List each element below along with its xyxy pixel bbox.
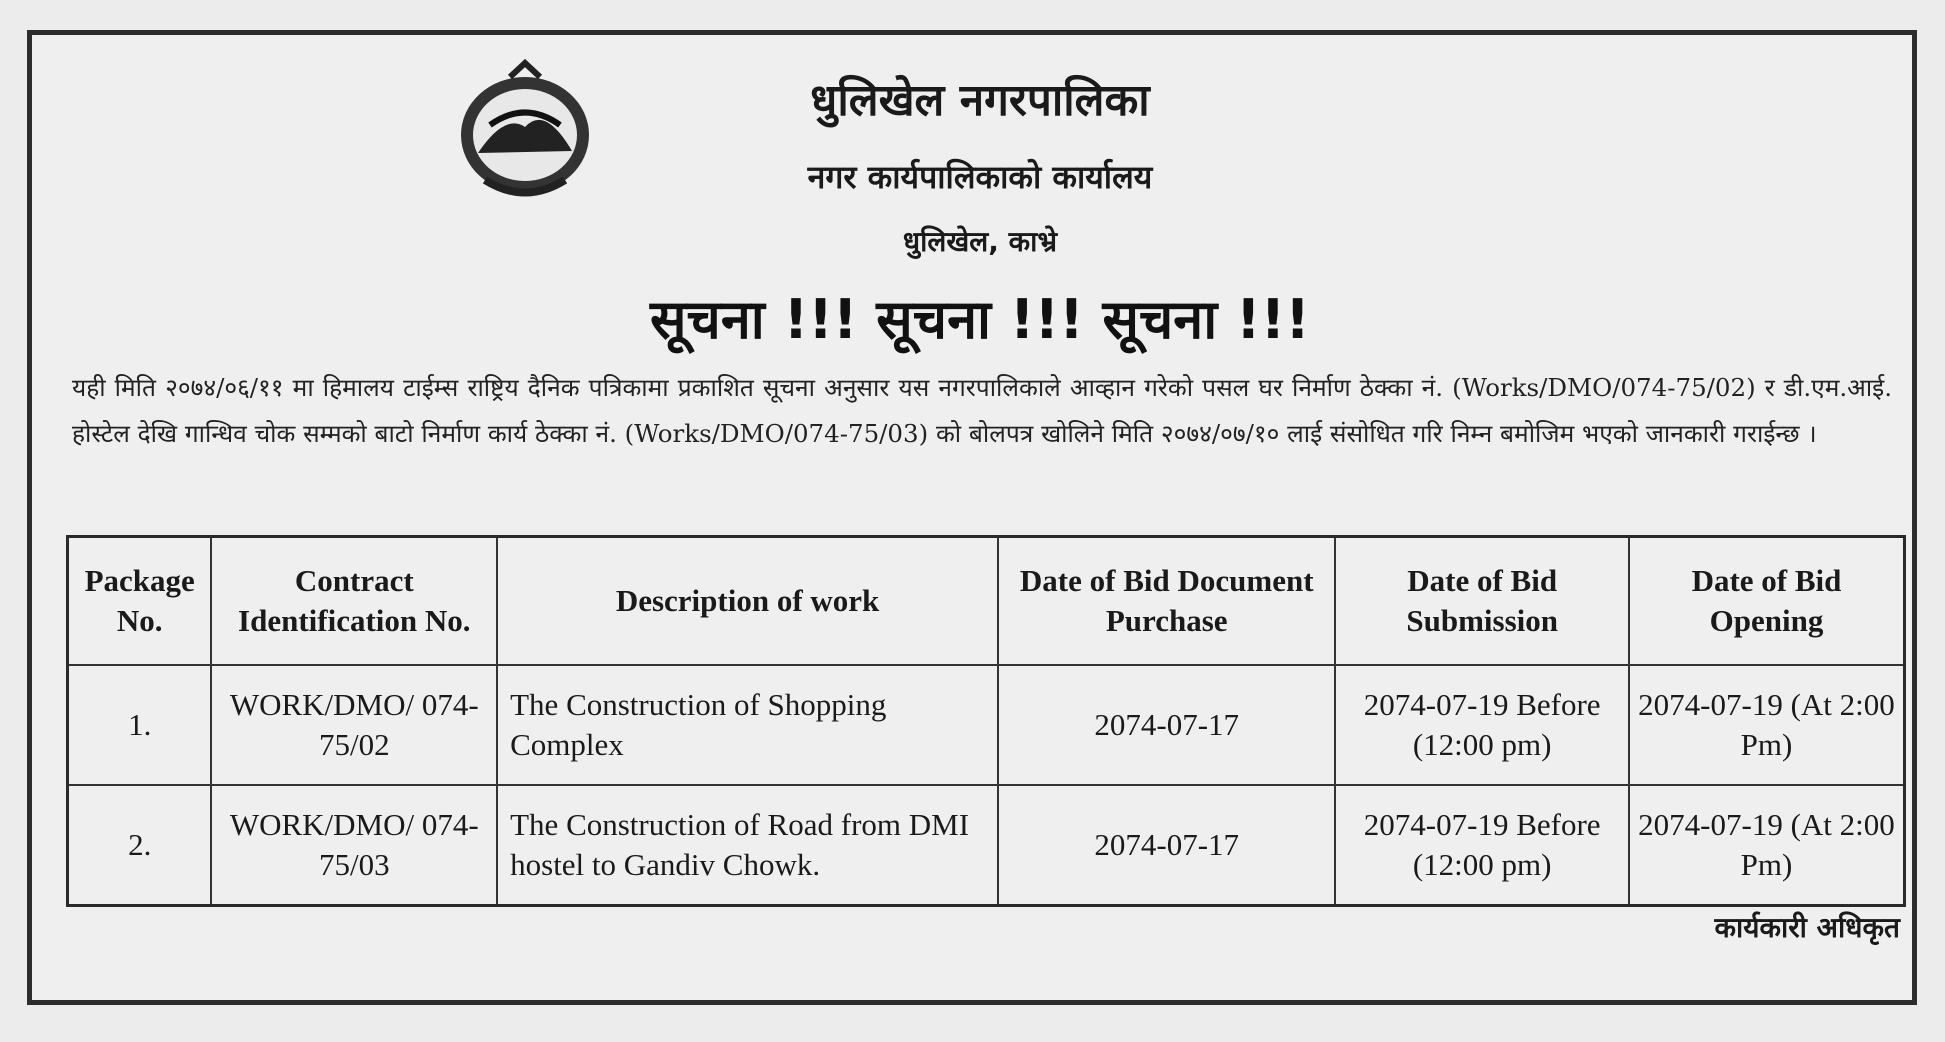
cell-package-no: 2. xyxy=(68,785,212,906)
header-contract-id: Contract Identification No. xyxy=(211,537,497,666)
cell-purchase-date: 2074-07-17 xyxy=(998,665,1335,785)
header-submission-date: Date of Bid Submission xyxy=(1335,537,1629,666)
cell-submission-date: 2074-07-19 Before (12:00 pm) xyxy=(1335,665,1629,785)
office-name: धुलिखेल नगरपालिका xyxy=(810,75,1150,126)
cell-description: The Construction of Shopping Complex xyxy=(497,665,998,785)
cell-contract-id: WORK/DMO/ 074-75/02 xyxy=(211,665,497,785)
table-row xyxy=(68,665,1905,785)
cell-opening-date: 2074-07-19 (At 2:00 Pm) xyxy=(1629,785,1905,906)
header-opening-date: Date of Bid Opening xyxy=(1629,537,1905,666)
header-purchase-date: Date of Bid Document Purchase xyxy=(998,537,1335,666)
signatory: कार्यकारी अधिकृत xyxy=(1714,911,1900,944)
table-row xyxy=(68,785,1905,906)
office-location: धुलिखेल, काभ्रे xyxy=(902,225,1058,258)
notice-heading: सूचना !!! सूचना !!! सूचना !!! xyxy=(650,288,1310,351)
notice-body: यही मिति २०७४/०६/११ मा हिमालय टाईम्स राष्ट्रिय दैनिक पत्रिकामा प्रकाशित सूचना अनुसार यस नगरपालिकाले आव्हान गरेको पसल घर निर्माण ठेक्का नं. (Works/DMO/074-75/02) र डी.एम.आई. होस्टेल देखि गान्धिव चोक सम्मको बाटो निर्माण कार्य ठेक्का नं. (Works/DMO/074-75/03) को बोलपत्र खोलिने मिति २०७४/०७/१० लाई संसोधित गरि निम्न बमोजिम भएको जानकारी गराईन्छ । xyxy=(72,373,1892,448)
bid-schedule-table xyxy=(66,535,1906,907)
cell-contract-id: WORK/DMO/ 074-75/03 xyxy=(211,785,497,906)
table-header-row xyxy=(68,537,1905,666)
nepal-emblem-icon xyxy=(450,55,600,205)
header-description: Description of work xyxy=(497,537,998,666)
cell-description: The Construction of Road from DMI hostel to Gandiv Chowk. xyxy=(497,785,998,906)
cell-opening-date: 2074-07-19 (At 2:00 Pm) xyxy=(1629,665,1905,785)
cell-purchase-date: 2074-07-17 xyxy=(998,785,1335,906)
cell-submission-date: 2074-07-19 Before (12:00 pm) xyxy=(1335,785,1629,906)
header-package-no: Package No. xyxy=(68,537,212,666)
cell-package-no: 1. xyxy=(68,665,212,785)
office-subtitle: नगर कार्यपालिकाको कार्यालय xyxy=(807,158,1153,196)
